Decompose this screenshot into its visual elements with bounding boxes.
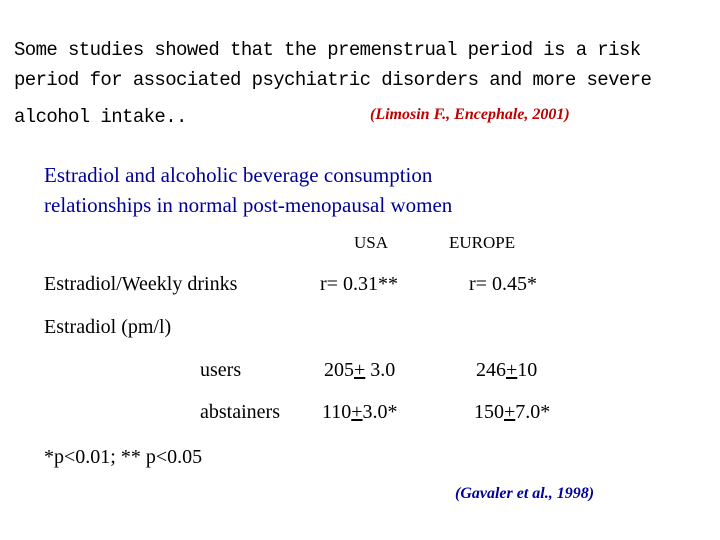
correlation-usa: r= 0.31**	[320, 273, 398, 295]
plus-minus-symbol: +	[506, 359, 518, 381]
plus-minus-symbol: +	[504, 401, 516, 423]
abstainers-usa-sd: 3.0*	[362, 401, 398, 423]
row-label-abstainers: abstainers	[200, 401, 280, 423]
users-usa-value	[324, 359, 395, 382]
estradiol-label: Estradiol (pm/l)	[44, 316, 172, 338]
intro-line-1: Some studies showed that the premenstrual period is a risk	[14, 39, 641, 61]
significance-footnote: *p<0.01; ** p<0.05	[44, 446, 203, 468]
abstainers-europe-value	[474, 401, 550, 424]
citation-gavaler: (Gavaler et al., 1998)	[455, 485, 595, 502]
citation-limosin: (Limosin F., Encephale, 2001)	[370, 106, 570, 123]
users-usa-sd: 3.0	[365, 359, 396, 381]
users-europe-value	[476, 359, 537, 382]
row-label-users: users	[200, 359, 242, 381]
users-usa-mean: 205	[324, 359, 354, 381]
abstainers-europe-mean: 150	[474, 401, 504, 423]
correlation-label: Estradiol/Weekly drinks	[44, 273, 238, 295]
users-europe-mean: 246	[476, 359, 506, 381]
section-title-line-1: Estradiol and alcoholic beverage consumption	[44, 163, 433, 187]
column-header-europe: EUROPE	[449, 233, 516, 252]
section-title-line-2: relationships in normal post-menopausal women	[44, 193, 453, 217]
users-europe-sd: 10	[517, 359, 538, 381]
correlation-europe: r= 0.45*	[469, 273, 537, 295]
abstainers-usa-value	[322, 401, 398, 424]
intro-line-3: alcohol intake..	[14, 106, 187, 128]
intro-line-2: period for associated psychiatric disorders and more severe	[14, 69, 652, 91]
column-header-usa: USA	[354, 233, 389, 252]
abstainers-usa-mean: 110	[322, 401, 352, 423]
plus-minus-symbol: +	[354, 359, 366, 381]
abstainers-europe-sd: 7.0*	[515, 401, 551, 423]
plus-minus-symbol: +	[351, 401, 363, 423]
